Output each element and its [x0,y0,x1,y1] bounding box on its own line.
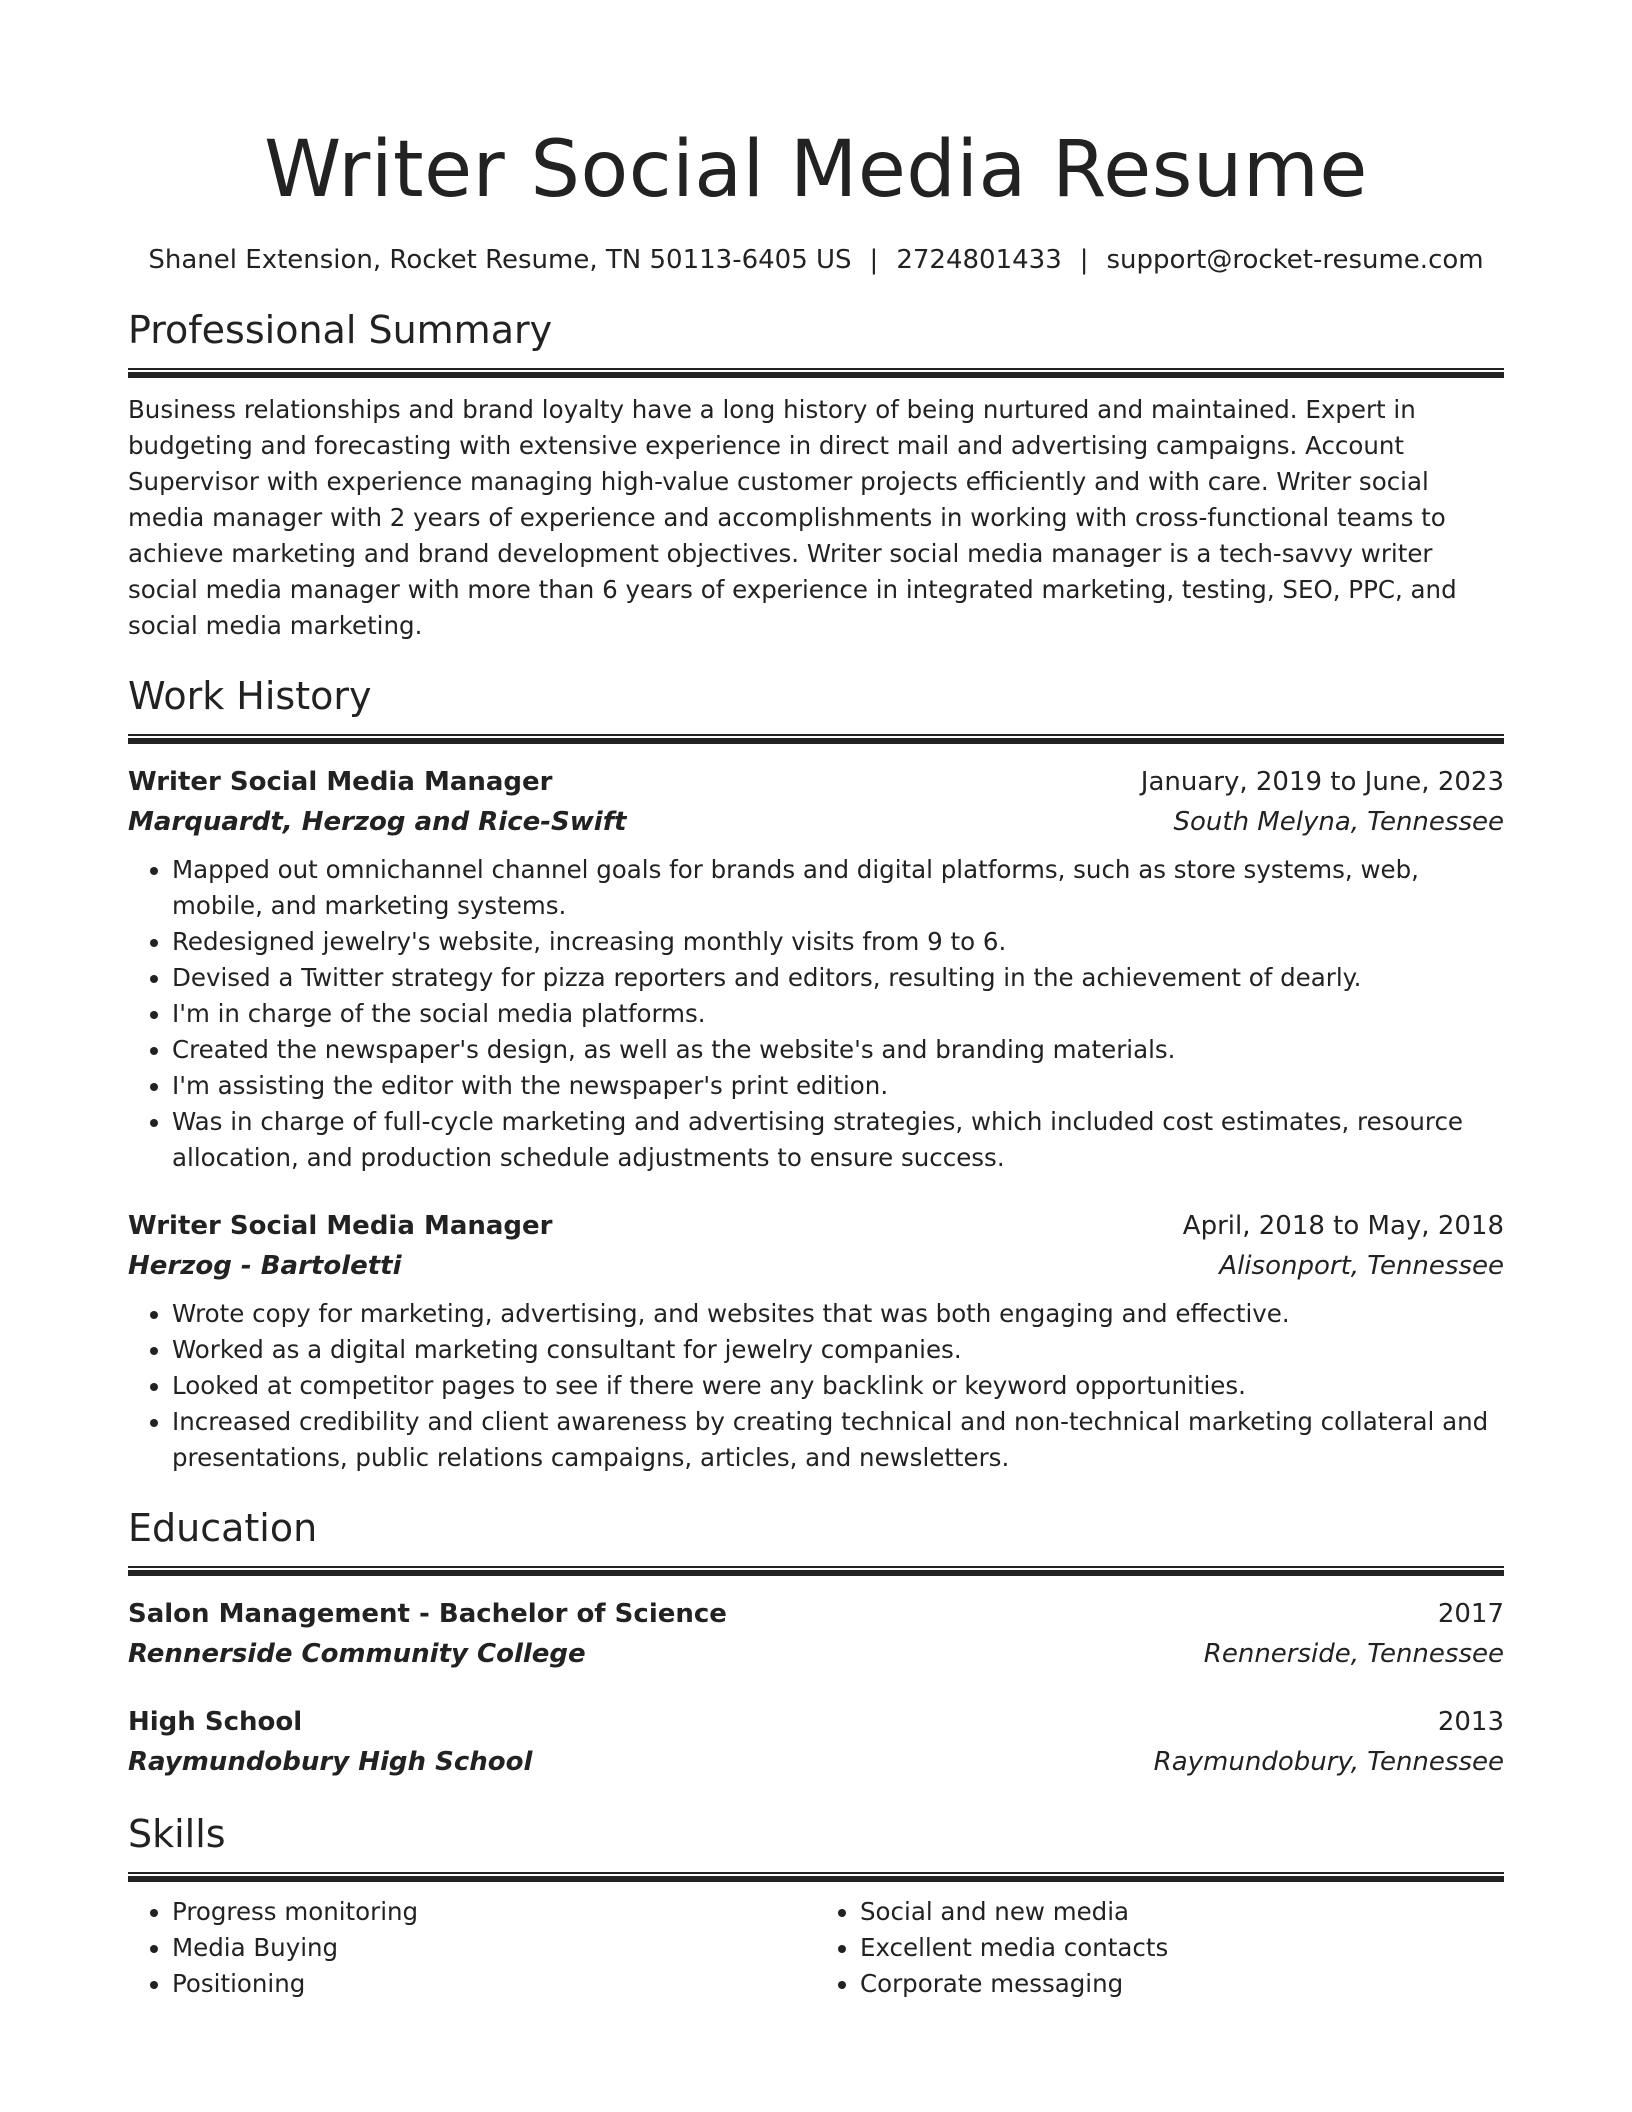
skills-list-left [128,1894,816,2002]
contact-email: support@rocket-resume.com [1106,245,1484,275]
section-divider [128,368,1504,378]
skills-list-right [816,1894,1504,2002]
job-entry [128,762,1504,1176]
job-bullet: • Devised a Twitter strategy for pizza reporters and editors, resulting in the achievement of dearly. [172,960,1504,996]
job-bullet: • Created the newspaper's design, as well as the website's and branding materials. [172,1032,1504,1068]
job-company: Herzog - Bartoletti [128,1251,402,1281]
education-school: Rennerside Community College [128,1639,586,1669]
education-year: 2017 [1437,1599,1504,1629]
skill-item: • Progress monitoring [172,1894,816,1930]
education-entry [128,1594,1504,1674]
job-bullet: • Increased credibility and client awareness by creating technical and non-technical marketing collateral and presentations, public relations campaigns, articles, and newsletters. [172,1404,1504,1476]
education-school: Raymundobury High School [128,1747,533,1777]
section-heading: Work History [128,674,372,718]
contact-address: Shanel Extension, Rocket Resume, TN 50113-6405 US [148,245,852,275]
section-heading: Skills [128,1812,226,1856]
skill-item: • Social and new media [860,1894,1504,1930]
job-bullet: • I'm assisting the editor with the newspaper's print edition. [172,1068,1504,1104]
job-bullets [128,852,1504,1176]
job-bullet: • Redesigned jewelry's website, increasing monthly visits from 9 to 6. [172,924,1504,960]
contact-line [128,242,1504,278]
education-entry [128,1702,1504,1782]
job-bullet: • Was in charge of full-cycle marketing and advertising strategies, which included cost estimates, resource allocation, and production schedule adjustments to ensure success. [172,1104,1504,1176]
job-title: Writer Social Media Manager [128,767,553,797]
job-location: Alisonport, Tennessee [1219,1251,1504,1281]
summary-text: Business relationships and brand loyalty have a long history of being nurtured and maintained. Expert in budgeting and forecasting with extensive experience in direct mail and advertising campaigns. Account Supervisor with experience managing high-value customer projects efficiently and with care. Writer social media manager with 2 years of experience and accomplishments in working with cross-functional teams to achieve marketing and brand development objectives. Writer social media manager is a tech-savvy writer social media manager with more than 6 years of experience in integrated marketing, testing, SEO, PPC, and social media marketing. [128,395,1457,640]
job-title: Writer Social Media Manager [128,1211,553,1241]
job-bullet: • Mapped out omnichannel channel goals for brands and digital platforms, such as store systems, web, mobile, and marketing systems. [172,852,1504,924]
job-bullets [128,1296,1504,1476]
job-bullet: • Worked as a digital marketing consultant for jewelry companies. [172,1332,1504,1368]
skill-item: • Media Buying [172,1930,816,1966]
skill-item: • Excellent media contacts [860,1930,1504,1966]
section-professional-summary [128,306,1504,644]
contact-phone: 2724801433 [896,245,1062,275]
skills-columns [128,1894,1504,2002]
section-divider [128,734,1504,744]
resume-title: Writer Social Media Resume [264,125,1368,215]
education-location: Rennerside, Tennessee [1203,1639,1504,1669]
section-divider [128,1872,1504,1882]
section-heading: Education [128,1506,318,1550]
section-heading: Professional Summary [128,308,553,352]
job-dates: April, 2018 to May, 2018 [1182,1211,1504,1241]
job-entry [128,1206,1504,1476]
job-bullet: • Looked at competitor pages to see if there were any backlink or keyword opportunities. [172,1368,1504,1404]
section-education [128,1504,1504,1782]
job-bullet: • I'm in charge of the social media platforms. [172,996,1504,1032]
job-dates: January, 2019 to June, 2023 [1140,767,1504,797]
section-skills [128,1810,1504,2002]
job-location: South Melyna, Tennessee [1173,807,1504,837]
job-bullet: • Wrote copy for marketing, advertising, and websites that was both engaging and effective. [172,1296,1504,1332]
section-work-history [128,672,1504,1476]
contact-separator: | [1079,245,1089,275]
job-company: Marquardt, Herzog and Rice-Swift [128,807,627,837]
education-location: Raymundobury, Tennessee [1153,1747,1504,1777]
section-divider [128,1566,1504,1576]
contact-separator: | [869,245,879,275]
education-degree: High School [128,1707,303,1737]
skill-item: • Corporate messaging [860,1966,1504,2002]
education-year: 2013 [1437,1707,1504,1737]
skill-item: • Positioning [172,1966,816,2002]
education-degree: Salon Management - Bachelor of Science [128,1599,727,1629]
